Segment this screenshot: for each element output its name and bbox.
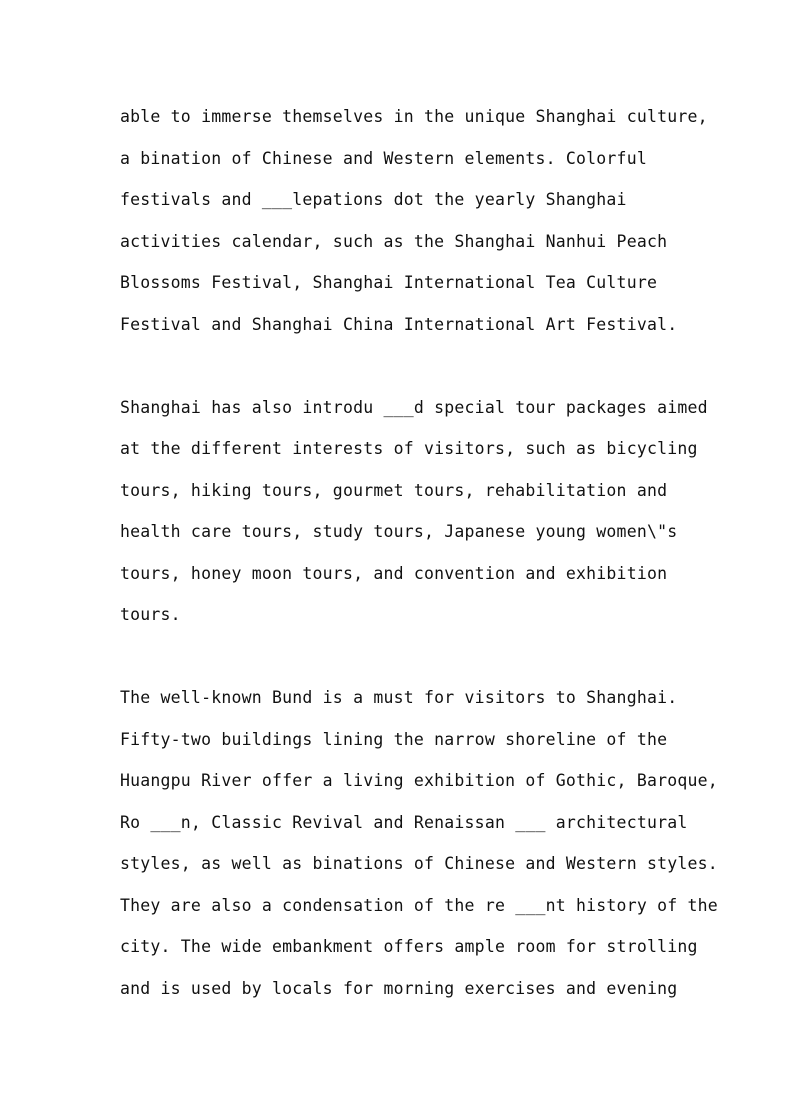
text-line: The well-known Bund is a must for visitors to Shanghai. xyxy=(120,688,678,707)
document-body xyxy=(120,96,718,1009)
text-line: tours. xyxy=(120,605,181,624)
text-line: Huangpu River offer a living exhibition of Gothic, Baroque, xyxy=(120,771,718,790)
paragraph-the-bund xyxy=(120,677,718,1009)
text-line: Shanghai has also introdu ___d special tour packages aimed xyxy=(120,397,708,417)
text-line: Festival and Shanghai China International Art Festival. xyxy=(120,314,678,334)
text-line: at the different interests of visitors, such as bicycling xyxy=(120,439,698,458)
text-line: Blossoms Festival, Shanghai International Tea Culture xyxy=(120,273,658,292)
text-line: able to immerse themselves in the unique Shanghai culture, xyxy=(120,107,708,126)
text-line: festivals and ___lepations dot the yearly Shanghai xyxy=(120,190,627,209)
text-line: and is used by locals for morning exercises and evening xyxy=(120,978,678,998)
paragraph-spacer xyxy=(120,345,680,387)
text-line: Ro ___n, Classic Revival and Renaissan ___ architectural xyxy=(120,812,688,832)
text-line: health care tours, study tours, Japanese young women\"s xyxy=(120,522,678,541)
paragraph-tour-packages xyxy=(120,387,708,636)
text-line: city. The wide embankment offers ample room for strolling xyxy=(120,937,698,956)
text-line: tours, honey moon tours, and convention and exhibition xyxy=(120,563,668,583)
text-line: styles, as well as binations of Chinese and Western styles. xyxy=(120,854,718,873)
text-line: a bination of Chinese and Western elements. Colorful xyxy=(120,148,647,168)
text-line: tours, hiking tours, gourmet tours, rehabilitation and xyxy=(120,480,668,500)
paragraph-spacer xyxy=(120,636,680,678)
text-line: They are also a condensation of the re ___nt history of the xyxy=(120,895,718,915)
text-line: Fifty-two buildings lining the narrow shoreline of the xyxy=(120,729,668,749)
text-line: activities calendar, such as the Shanghai Nanhui Peach xyxy=(120,231,668,251)
paragraph-shanghai-culture xyxy=(120,96,708,345)
